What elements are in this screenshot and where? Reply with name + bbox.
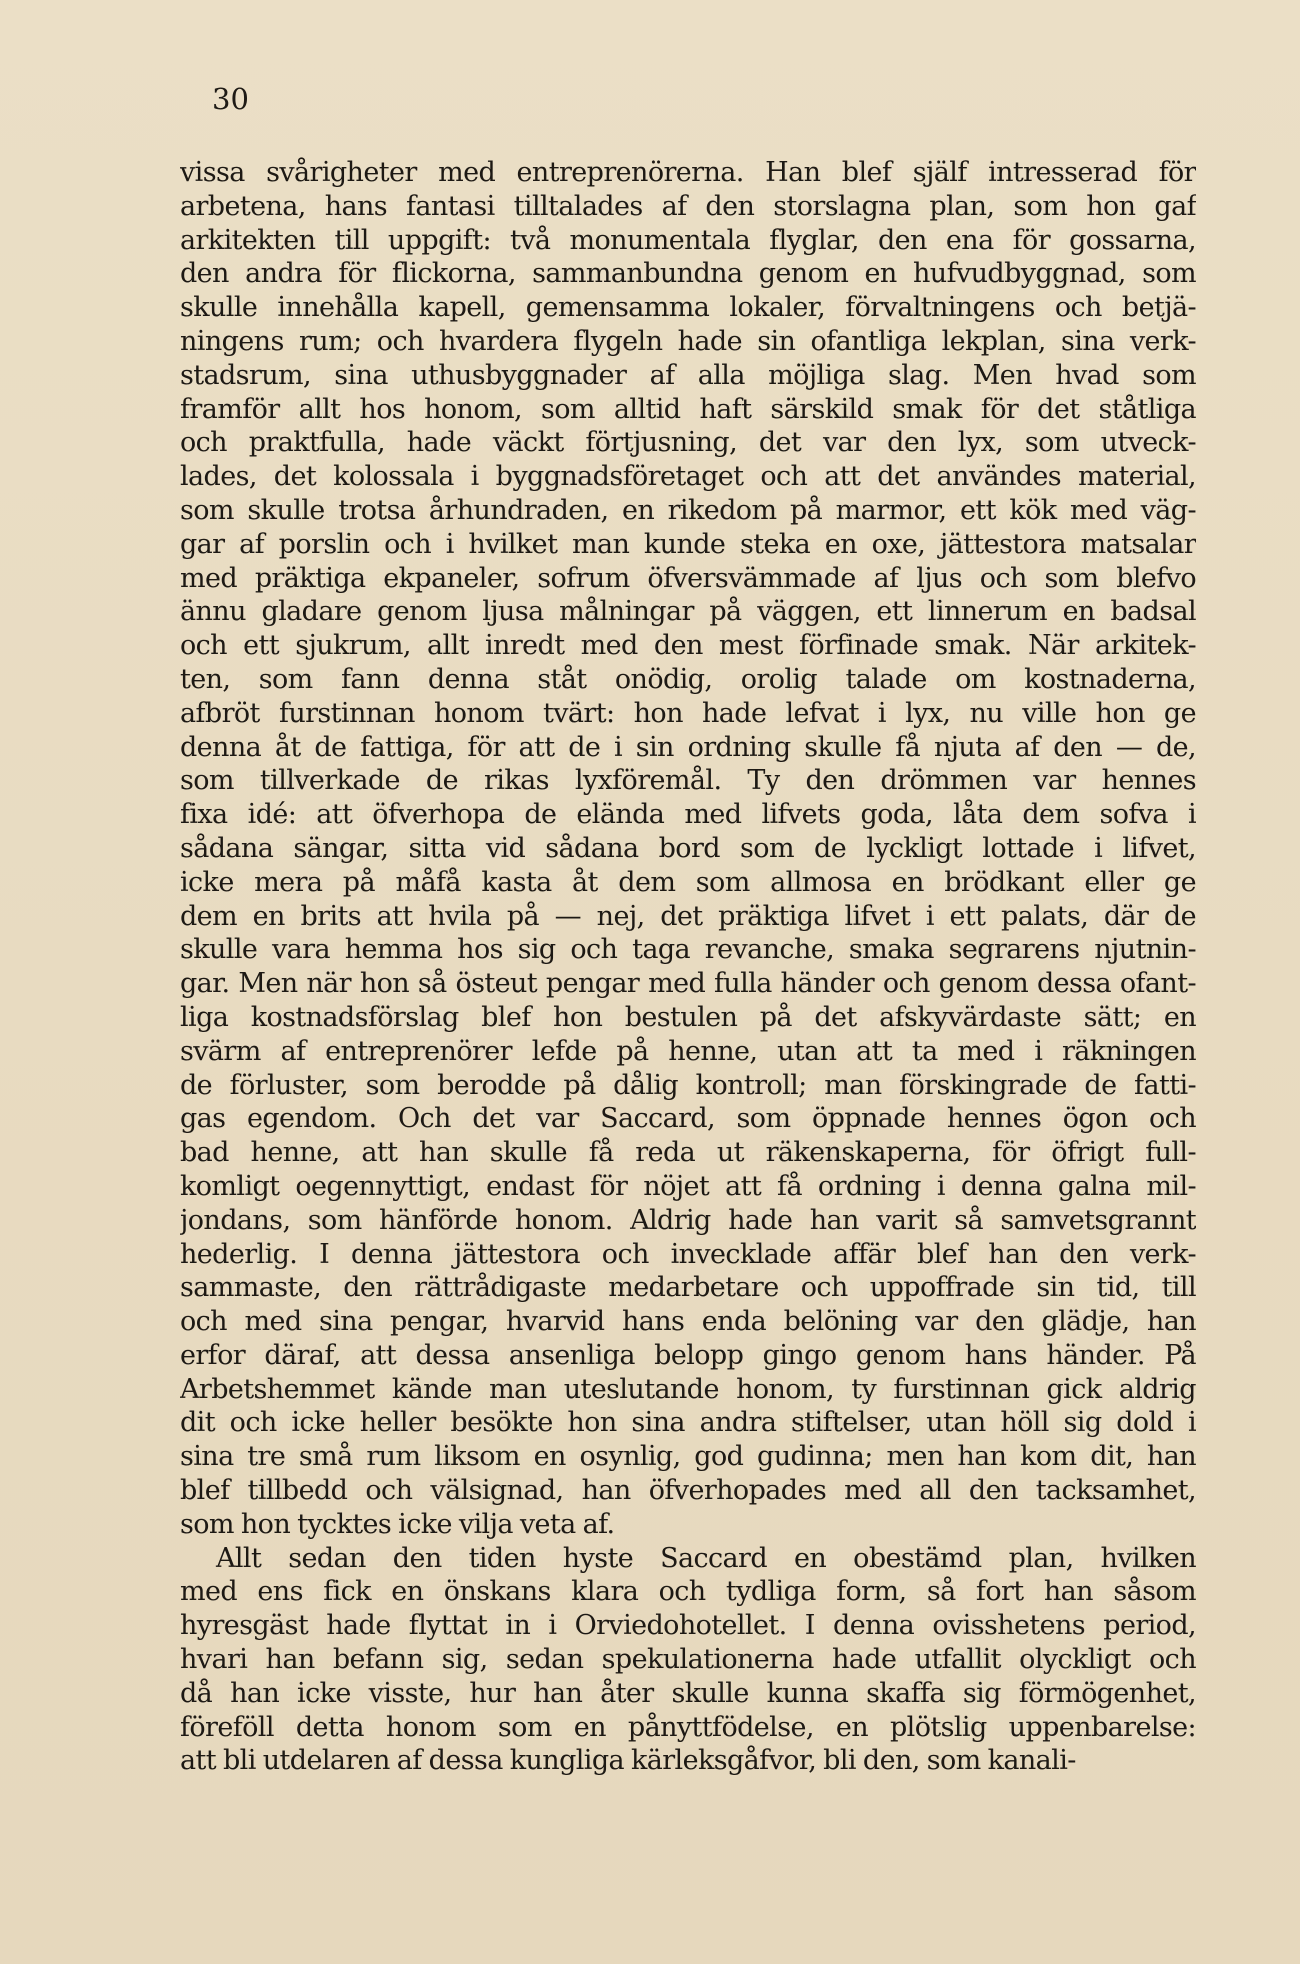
text-line: sådana sängar, sitta vid sådana bord som de lyckligt lottade i lifvet, (180, 832, 1196, 864)
text-line: ännu gladare genom ljusa målningar på väggen, ett linnerum en badsal (180, 596, 1196, 628)
text-line: de förluster, som berodde på dålig kontroll; man förskingrade de fatti- (180, 1069, 1196, 1101)
text-line: framför allt hos honom, som alltid haft särskild smak för det ståtliga (180, 393, 1196, 425)
text-line: skulle innehålla kapell, gemensamma lokaler, förvaltningens och betjä- (180, 292, 1196, 324)
text-line: och ett sjukrum, allt inredt med den mest förfinade smak. När arkitek- (180, 630, 1196, 662)
text-line: arbetena, hans fantasi tilltalades af den storslagna plan, som hon gaf (180, 190, 1196, 222)
text-line: hederlig. I denna jättestora och invecklade affär blef han den verk- (180, 1238, 1196, 1270)
text-line: skulle vara hemma hos sig och taga revanche, smaka segrarens njutnin- (180, 934, 1196, 966)
text-line: dit och icke heller besökte hon sina andra stiftelser, utan höll sig dold i (180, 1407, 1196, 1439)
text-line: föreföll detta honom som en pånyttfödelse, en plötslig uppenbarelse: (180, 1711, 1196, 1743)
text-line: med präktiga ekpaneler, sofrum öfversvämmade af ljus och som blefvo (180, 562, 1196, 594)
text-line: dem en brits att hvila på — nej, det präktiga lifvet i ett palats, där de (180, 900, 1196, 932)
text-line: hvari han befann sig, sedan spekulationerna hade utfallit olyckligt och (180, 1644, 1196, 1676)
text-line: arkitekten till uppgift: två monumentala flyglar, den ena för gossarna, (180, 224, 1196, 256)
text-line: som tillverkade de rikas lyxföremål. Ty den drömmen var hennes (180, 765, 1196, 797)
text-line: erfor däraf, att dessa ansenliga belopp gingo genom hans händer. På (180, 1339, 1196, 1371)
text-line: att bli utdelaren af dessa kungliga kärleksgåfvor, bli den, som kanali- (180, 1745, 1076, 1777)
text-line: ningens rum; och hvardera flygeln hade sin ofantliga lekplan, sina verk- (180, 325, 1196, 357)
text-line: som skulle trotsa århundraden, en rikedom på marmor, ett kök med väg- (180, 494, 1196, 526)
text-line: vissa svårigheter med entreprenörerna. Han blef själf intresserad för (180, 157, 1196, 188)
text-line: fixa idé: att öfverhopa de elända med lifvets goda, låta dem sofva i (180, 799, 1196, 831)
text-line: gas egendom. Och det var Saccard, som öppnade hennes ögon och (180, 1103, 1196, 1135)
text-line: och praktfulla, hade väckt förtjusning, det var den lyx, som utveck- (180, 427, 1196, 459)
text-line: då han icke visste, hur han åter skulle kunna skaffa sig förmögenhet, (180, 1677, 1196, 1709)
text-line: med ens fick en önskans klara och tydliga form, så fort han såsom (180, 1576, 1196, 1608)
text-line: sina tre små rum liksom en osynlig, god gudinna; men han kom dit, han (180, 1441, 1196, 1473)
text-line: Allt sedan den tiden hyste Saccard en obestämd plan, hvilken (216, 1542, 1196, 1574)
text-line: blef tillbedd och välsignad, han öfverhopades med all den tacksamhet, (180, 1475, 1196, 1507)
text-line: stadsrum, sina uthusbyggnader af alla möjliga slag. Men hvad som (180, 359, 1196, 391)
text-line: som hon tycktes icke vilja veta af. (180, 1508, 615, 1540)
text-line: svärm af entreprenörer lefde på henne, utan att ta med i räkningen (180, 1035, 1196, 1067)
text-line: den andra för flickorna, sammanbundna genom en hufvudbyggnad, som (180, 258, 1196, 290)
text-line: lades, det kolossala i byggnadsföretaget och att det användes material, (180, 461, 1196, 493)
body-text (180, 156, 1196, 1778)
text-line: Arbetshemmet kände man uteslutande honom, ty furstinnan gick aldrig (180, 1373, 1196, 1405)
text-line: komligt oegennyttigt, endast för nöjet att få ordning i denna galna mil- (180, 1170, 1196, 1202)
text-line: icke mera på måfå kasta åt dem som allmosa en brödkant eller ge (180, 866, 1196, 898)
text-line: ten, som fann denna ståt onödig, orolig talade om kostnaderna, (180, 663, 1196, 695)
text-line: afbröt furstinnan honom tvärt: hon hade lefvat i lyx, nu ville hon ge (180, 697, 1196, 729)
text-line: bad henne, att han skulle få reda ut räkenskaperna, för öfrigt full- (180, 1137, 1196, 1169)
page-number: 30 (212, 82, 249, 116)
text-line: gar. Men när hon så östeut pengar med fulla händer och genom dessa ofant- (180, 968, 1196, 1000)
text-line: liga kostnadsförslag blef hon bestulen på det afskyvärdaste sätt; en (180, 1001, 1196, 1033)
text-line: hyresgäst hade flyttat in i Orviedohotellet. I denna ovisshetens period, (180, 1610, 1196, 1642)
text-line: jondans, som hänförde honom. Aldrig hade han varit så samvetsgrannt (180, 1204, 1196, 1236)
text-line: sammaste, den rättrådigaste medarbetare och uppoffrade sin tid, till (180, 1272, 1196, 1304)
text-line: gar af porslin och i hvilket man kunde steka en oxe, jättestora matsalar (180, 528, 1196, 560)
text-line: denna åt de fattiga, för att de i sin ordning skulle få njuta af den — de, (180, 731, 1196, 763)
text-line: och med sina pengar, hvarvid hans enda belöning var den glädje, han (180, 1306, 1196, 1338)
